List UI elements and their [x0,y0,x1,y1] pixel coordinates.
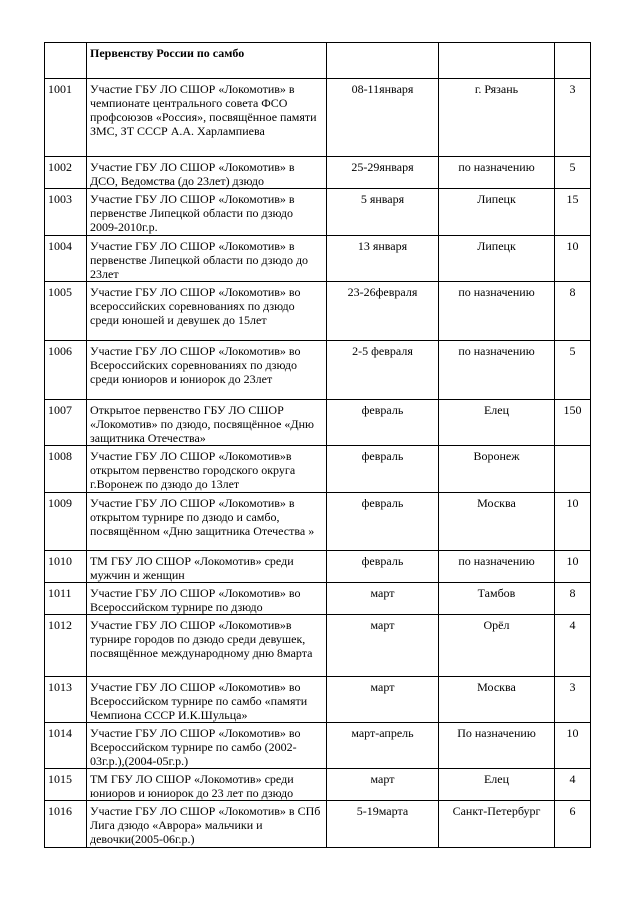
table-row [45,801,591,848]
event-name: Участие ГБУ ЛО СШОР «Локомотив» во Всероссийском турнире по самбо (2002-03г.р.),(2004-05г.р.) [87,723,327,769]
event-date: 5-19марта [327,801,439,848]
row-number: 1006 [45,341,87,400]
table-row [45,189,591,236]
event-place: Москва [439,677,555,723]
row-number: 1001 [45,79,87,157]
event-date: февраль [327,551,439,583]
row-number: 1015 [45,769,87,801]
row-number: 1004 [45,236,87,282]
header-num-cell [45,43,87,79]
events-table-body [45,43,591,848]
row-number: 1013 [45,677,87,723]
event-place: Орёл [439,615,555,677]
participant-count: 5 [555,157,591,189]
event-date: март [327,615,439,677]
table-row [45,583,591,615]
table-row [45,341,591,400]
event-date: март-апрель [327,723,439,769]
event-date: февраль [327,400,439,446]
header-count-cell [555,43,591,79]
participant-count: 150 [555,400,591,446]
row-number: 1005 [45,282,87,341]
event-place: По назначению [439,723,555,769]
header-title-cell: Первенству России по самбо [87,43,327,79]
table-row [45,551,591,583]
table-row [45,282,591,341]
participant-count: 10 [555,551,591,583]
participant-count: 5 [555,341,591,400]
event-name: ТМ ГБУ ЛО СШОР «Локомотив» среди мужчин и женщин [87,551,327,583]
event-place: по назначению [439,551,555,583]
event-place: г. Рязань [439,79,555,157]
event-date: март [327,583,439,615]
table-row [45,236,591,282]
event-name: Участие ГБУ ЛО СШОР «Локомотив» в чемпионате центрального совета ФСО профсоюзов «Россия», посвящённое памяти ЗМС, ЗТ СССР А.А. Харлампиева [87,79,327,157]
table-row [45,677,591,723]
row-number: 1003 [45,189,87,236]
event-date: март [327,677,439,723]
event-name: Участие ГБУ ЛО СШОР «Локомотив» во всероссийских соревнованиях по дзюдо среди юношей и девушек до 15лет [87,282,327,341]
table-row [45,615,591,677]
event-date: 2-5 февраля [327,341,439,400]
event-date: 25-29января [327,157,439,189]
row-number: 1007 [45,400,87,446]
event-place: Елец [439,400,555,446]
event-name: Участие ГБУ ЛО СШОР «Локомотив» в СПб Лига дзюдо «Аврора» мальчики и девочки(2005-06г.р.) [87,801,327,848]
event-place: по назначению [439,341,555,400]
event-place: по назначению [439,157,555,189]
participant-count: 8 [555,583,591,615]
event-place: Москва [439,493,555,551]
table-row [45,723,591,769]
event-date: 23-26февраля [327,282,439,341]
event-place: Липецк [439,189,555,236]
row-number: 1016 [45,801,87,848]
event-name: Участие ГБУ ЛО СШОР «Локомотив» во Всероссийском турнире по дзюдо [87,583,327,615]
event-date: февраль [327,493,439,551]
table-row [45,79,591,157]
event-place: по назначению [439,282,555,341]
row-number: 1010 [45,551,87,583]
event-date: февраль [327,446,439,493]
row-number: 1008 [45,446,87,493]
event-place: Тамбов [439,583,555,615]
table-row [45,400,591,446]
participant-count: 6 [555,801,591,848]
event-name: Участие ГБУ ЛО СШОР «Локомотив» в первенстве Липецкой области по дзюдо 2009-2010г.р. [87,189,327,236]
row-number: 1002 [45,157,87,189]
event-name: Участие ГБУ ЛО СШОР «Локомотив» во Всероссийских соревнованиях по дзюдо среди юниоров и юниорок до 23лет [87,341,327,400]
event-date: 13 января [327,236,439,282]
event-place: Елец [439,769,555,801]
table-header-row [45,43,591,79]
event-name: Участие ГБУ ЛО СШОР «Локомотив»в турнире городов по дзюдо среди девушек, посвящённое международному дню 8марта [87,615,327,677]
table-row [45,769,591,801]
participant-count [555,446,591,493]
event-name: Участие ГБУ ЛО СШОР «Локомотив» в первенстве Липецкой области по дзюдо до 23лет [87,236,327,282]
participant-count: 4 [555,769,591,801]
header-place-cell [439,43,555,79]
event-name: Открытое первенство ГБУ ЛО СШОР «Локомотив» по дзюдо, посвящённое «Дню защитника Отечества» [87,400,327,446]
table-row [45,157,591,189]
participant-count: 3 [555,79,591,157]
header-date-cell [327,43,439,79]
participant-count: 10 [555,493,591,551]
event-name: Участие ГБУ ЛО СШОР «Локомотив» во Всероссийском турнире по самбо «памяти Чемпиона СССР И.К.Шульца» [87,677,327,723]
event-place: Липецк [439,236,555,282]
event-date: март [327,769,439,801]
event-date: 08-11января [327,79,439,157]
event-name: ТМ ГБУ ЛО СШОР «Локомотив» среди юниоров и юниорок до 23 лет по дзюдо [87,769,327,801]
participant-count: 15 [555,189,591,236]
participant-count: 10 [555,723,591,769]
row-number: 1011 [45,583,87,615]
event-place: Санкт-Петербург [439,801,555,848]
participant-count: 10 [555,236,591,282]
event-name: Участие ГБУ ЛО СШОР «Локомотив» в открытом турнире по дзюдо и самбо, посвящённом «Дню защитника Отечества » [87,493,327,551]
event-place: Воронеж [439,446,555,493]
events-table [44,42,591,848]
table-row [45,446,591,493]
participant-count: 3 [555,677,591,723]
participant-count: 8 [555,282,591,341]
row-number: 1009 [45,493,87,551]
row-number: 1012 [45,615,87,677]
table-row [45,493,591,551]
event-name: Участие ГБУ ЛО СШОР «Локомотив»в открытом первенство городского округа г.Воронеж по дзюдо до 13лет [87,446,327,493]
event-name: Участие ГБУ ЛО СШОР «Локомотив» в ДСО, Ведомства (до 23лет) дзюдо [87,157,327,189]
event-date: 5 января [327,189,439,236]
row-number: 1014 [45,723,87,769]
participant-count: 4 [555,615,591,677]
